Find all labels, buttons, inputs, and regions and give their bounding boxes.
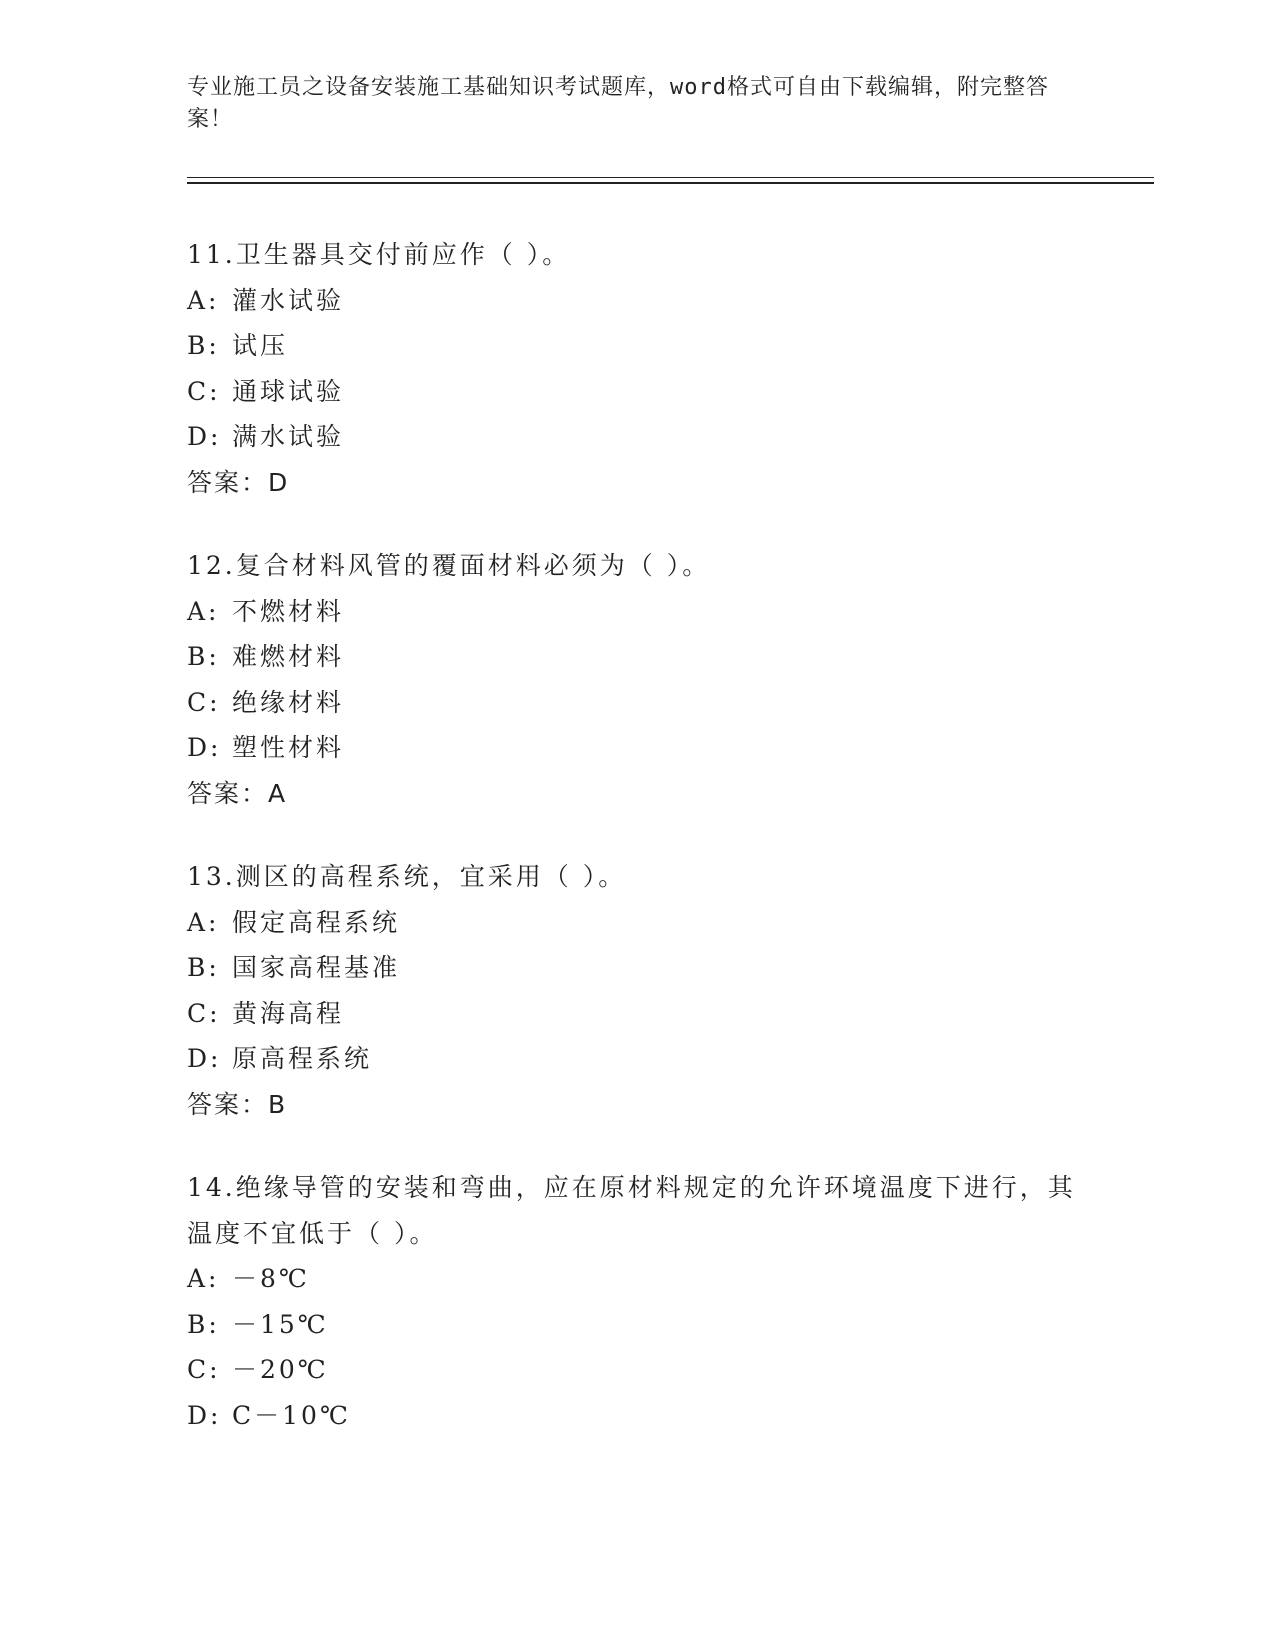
question-13 [187, 854, 1087, 1127]
option-text: 通球试验 [232, 376, 345, 406]
option-text: 难燃材料 [232, 642, 345, 671]
option-letter: D: [187, 1400, 222, 1430]
answer-line: 答案：D [187, 467, 290, 497]
header-divider-thick [187, 182, 1154, 184]
option-c [187, 1347, 1087, 1393]
answer-line: 答案：A [187, 778, 288, 808]
option-c [187, 991, 1087, 1037]
question-stem: 11.卫生器具交付前应作（ ）。 [187, 240, 571, 269]
option-text: 国家高程基准 [232, 953, 401, 982]
option-letter: D: [187, 733, 222, 762]
option-a [187, 589, 1087, 635]
document-header: 专业施工员之设备安装施工基础知识考试题库，word格式可自由下载编辑，附完整答案！ [187, 75, 1049, 132]
option-d [187, 414, 1087, 460]
option-a [187, 278, 1087, 324]
option-text: 试压 [232, 331, 289, 360]
option-letter: B: [187, 953, 220, 982]
question-list [187, 232, 1087, 1476]
option-letter: B: [187, 642, 220, 671]
answer-line: 答案：B [187, 1089, 288, 1119]
question-11 [187, 232, 1087, 505]
option-b [187, 323, 1087, 369]
option-text: 黄海高程 [232, 998, 345, 1028]
option-letter: D: [187, 422, 222, 451]
option-letter: A: [187, 285, 220, 315]
option-letter: B: [187, 331, 220, 360]
question-12 [187, 543, 1087, 816]
option-letter: C: [187, 376, 221, 406]
option-letter: C: [187, 687, 221, 717]
option-c [187, 369, 1087, 415]
option-text: 满水试验 [232, 422, 345, 451]
question-stem: 14.绝缘导管的安装和弯曲，应在原材料规定的允许环境温度下进行，其温度不宜低于（ ）。 [187, 1173, 1076, 1248]
option-letter: C: [187, 998, 221, 1028]
option-d [187, 1393, 1087, 1439]
option-d [187, 1036, 1087, 1082]
option-a [187, 900, 1087, 946]
option-text: 原高程系统 [232, 1044, 373, 1073]
option-letter: D: [187, 1044, 222, 1073]
question-14 [187, 1165, 1087, 1438]
option-c [187, 680, 1087, 726]
option-text: －8℃ [232, 1264, 310, 1293]
option-text: C－10℃ [232, 1400, 351, 1430]
option-letter: A: [187, 1264, 220, 1293]
option-b [187, 1302, 1087, 1348]
header-divider-thin [187, 177, 1154, 178]
option-text: －15℃ [232, 1309, 329, 1339]
question-stem: 12.复合材料风管的覆面材料必须为（ ）。 [187, 551, 711, 580]
option-b [187, 945, 1087, 991]
option-b [187, 634, 1087, 680]
option-d [187, 725, 1087, 771]
option-letter: C: [187, 1355, 221, 1384]
option-text: －20℃ [232, 1355, 329, 1384]
question-stem: 13.测区的高程系统，宜采用（ ）。 [187, 862, 627, 891]
option-letter: A: [187, 907, 220, 937]
option-a [187, 1256, 1087, 1302]
option-text: 灌水试验 [232, 285, 345, 315]
option-text: 绝缘材料 [232, 687, 345, 717]
option-letter: B: [187, 1309, 220, 1339]
option-text: 塑性材料 [232, 733, 345, 762]
option-letter: A: [187, 596, 220, 626]
option-text: 不燃材料 [232, 596, 345, 626]
option-text: 假定高程系统 [232, 907, 401, 937]
